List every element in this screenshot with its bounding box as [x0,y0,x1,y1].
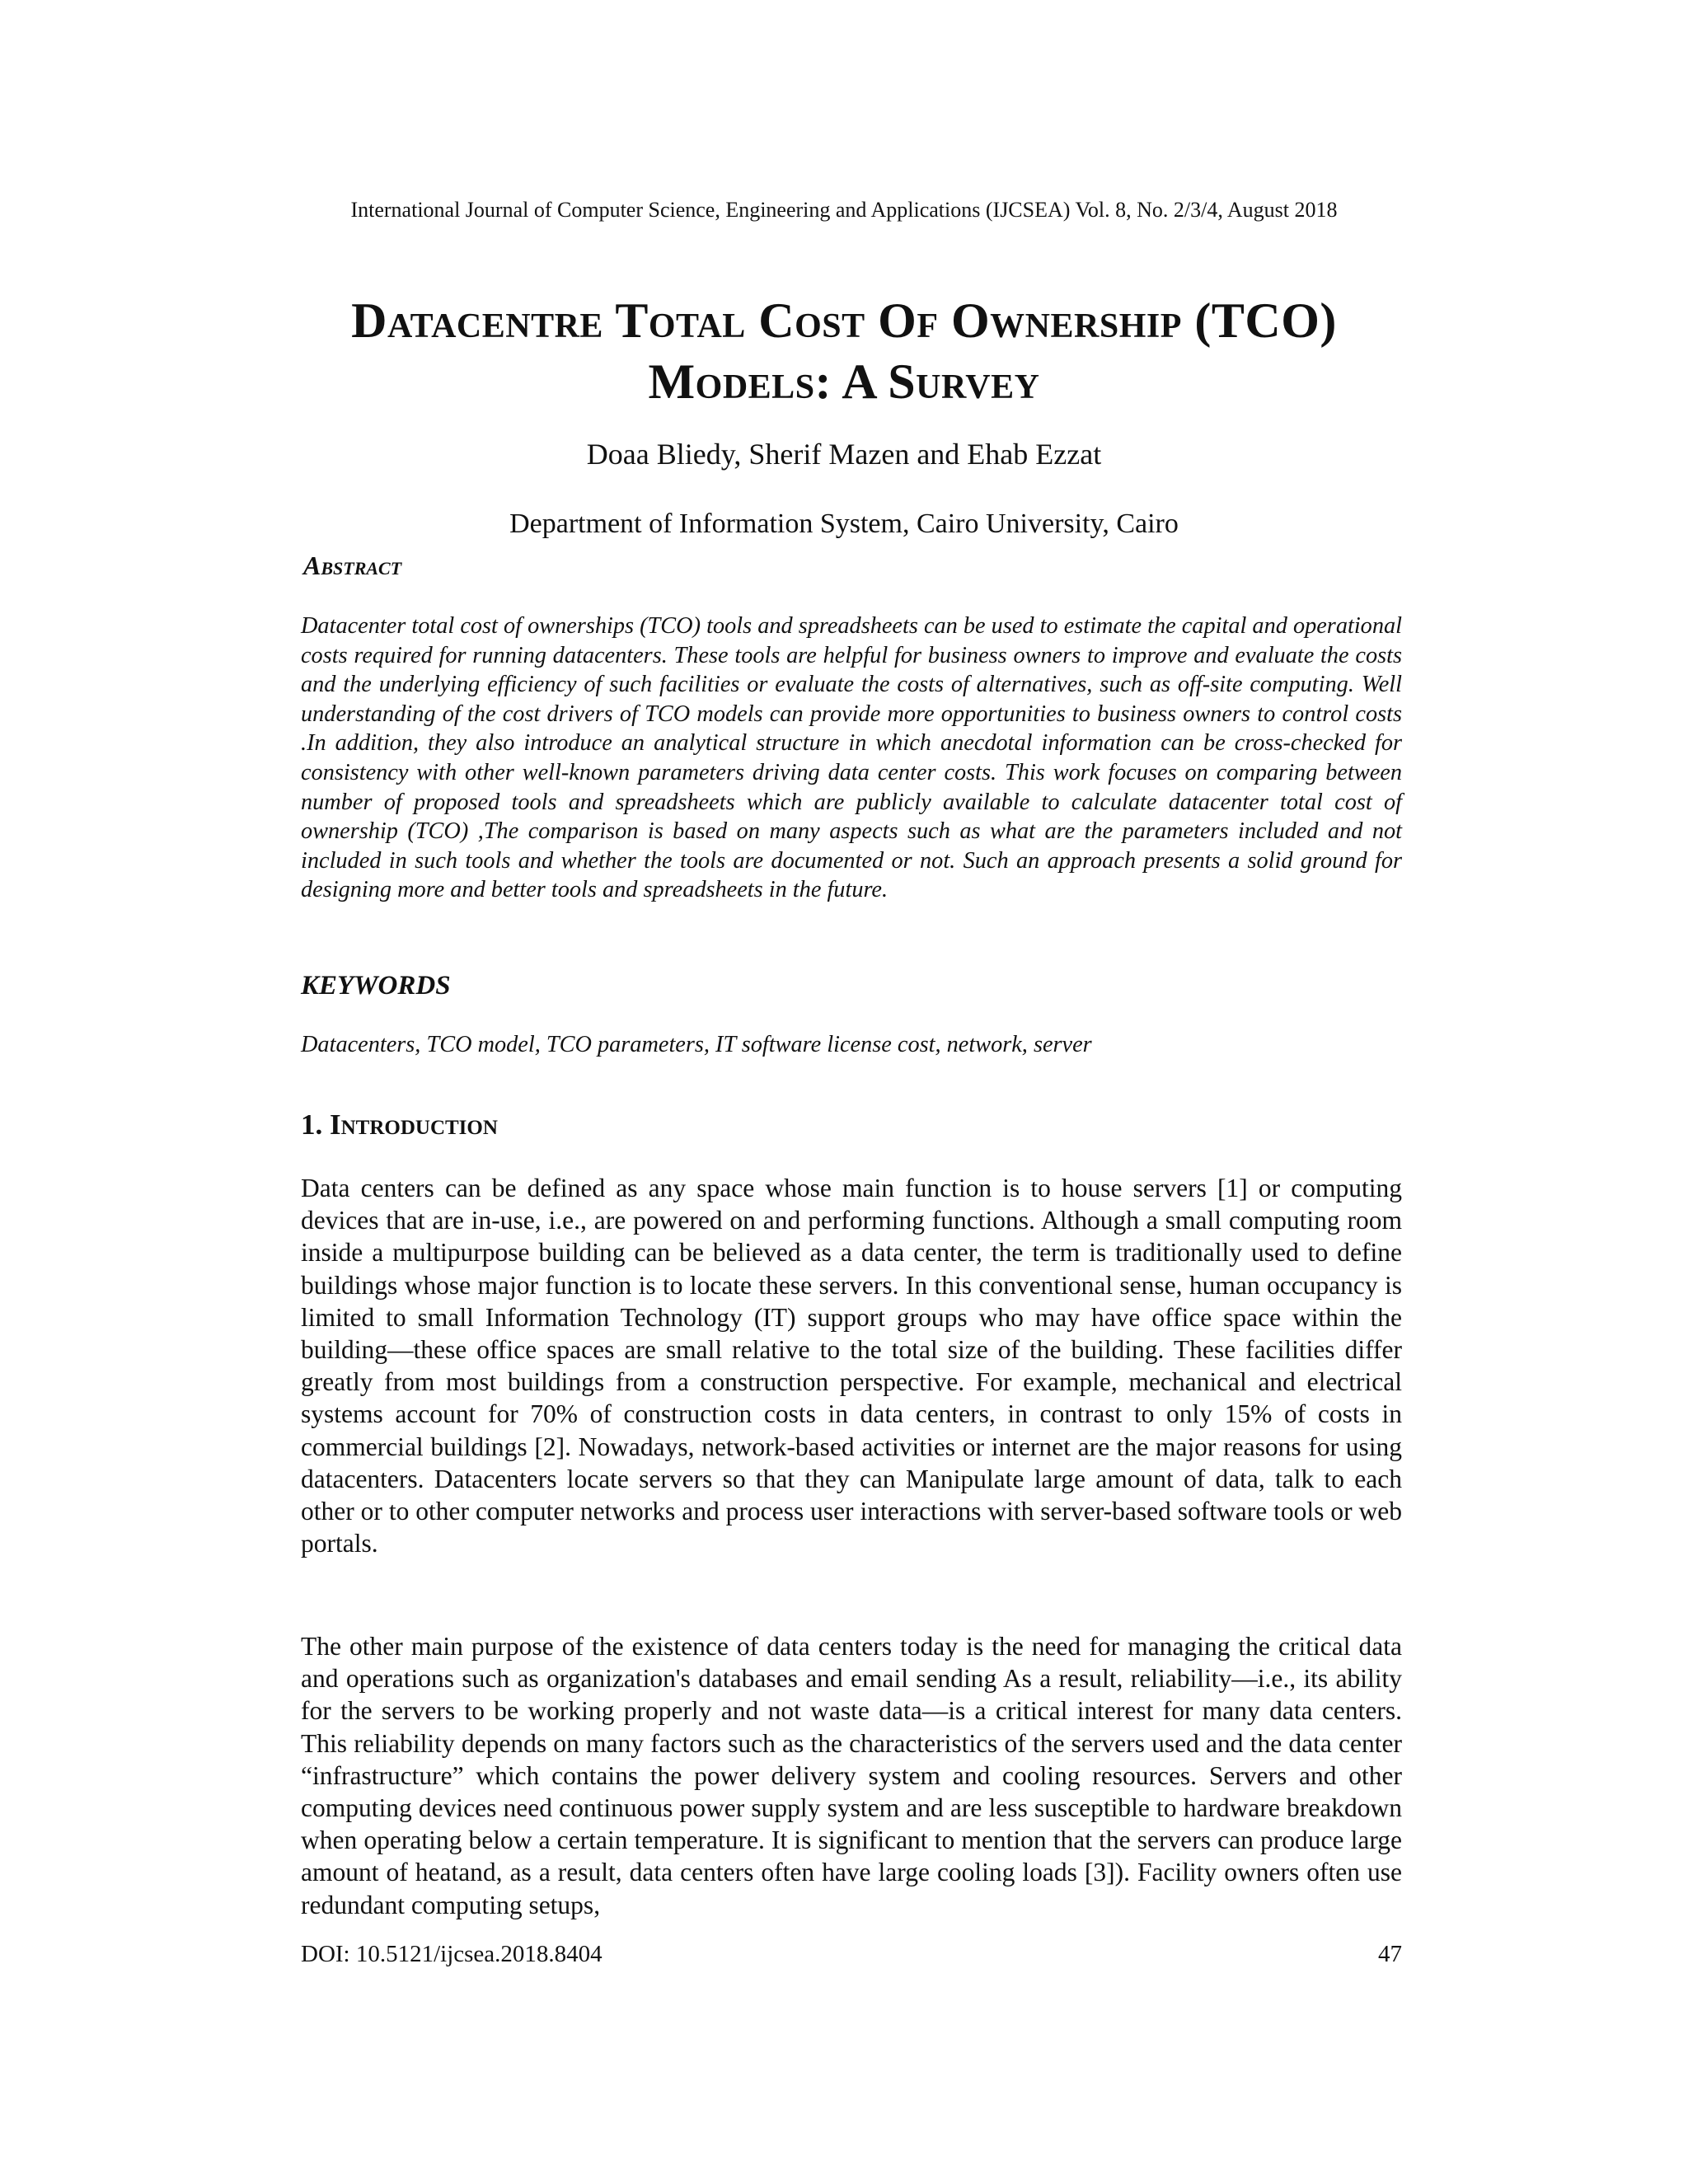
doi-footer: DOI: 10.5121/ijcsea.2018.8404 [301,1941,603,1967]
keywords-text: Datacenters, TCO model, TCO parameters, IT software license cost, network, server [301,1032,1092,1057]
page-number: 47 [1378,1941,1402,1967]
title-line-2: Models: A Survey [648,354,1040,409]
abstract-heading: Abstract [303,551,402,580]
abstract-text: Datacenter total cost of ownerships (TCO) tools and spreadsheets can be used to estimate the capital and operational costs required for running datacenters. These tools are helpful for business owners to improve and evaluate the costs and the underlying efficiency of such facilities or evaluate the costs of alternatives, such as off-site computing. Well understanding of the cost drivers of TCO models can provide more opportunities to business owners to control costs .In addition, they also introduce an analytical structure in which anecdotal information can be cross-checked for consistency with other well-known parameters driving data center costs. This work focuses on comparing between number of proposed tools and spreadsheets which are publicly available to calculate datacenter total cost of ownership (TCO) ,The comparison is based on many aspects such as what are the parameters included and not included in such tools and whether the tools are documented or not. Such an approach presents a solid ground for designing more and better tools and spreadsheets in the future. [301,613,1402,903]
introduction-heading: 1. Introduction [301,1108,498,1141]
journal-header: International Journal of Computer Science, Engineering and Applications (IJCSEA) Vol. 8, No. 2/3/4, August 2018 [350,198,1338,222]
introduction-paragraph-1: Data centers can be defined as any space whose main function is to house servers [1] or computing devices that are in-use, i.e., are powered on and performing functions. Although a small computing room inside a multipurpose building can be believed as a data center, the term is traditionally used to define buildings whose major function is to locate these servers. In this conventional sense, human occupancy is limited to small Information Technology (IT) support groups who may have office space within the building—these office spaces are small relative to the total size of the building. These facilities differ greatly from most buildings from a construction perspective. For example, mechanical and electrical systems account for 70% of construction costs in data centers, in contrast to only 15% of costs in commercial buildings [2]. Nowadays, network-based activities or internet are the major reasons for using datacenters. Datacenters locate servers so that they can Manipulate large amount of data, talk to each other or to other computer networks and process user interactions with server-based software tools or web portals. [301,1174,1402,1558]
affiliation: Department of Information System, Cairo University, Cairo [509,509,1179,539]
keywords-heading: KEYWORDS [301,971,451,1001]
authors: Doaa Bliedy, Sherif Mazen and Ehab Ezzat [586,438,1102,471]
title-line-1: Datacentre Total Cost Of Ownership (TCO) [351,293,1337,348]
introduction-paragraph-2: The other main purpose of the existence of data centers today is the need for managing the critical data and operations such as organization's databases and email sending As a result, reliability—i.e., its ability for the servers to be working properly and not waste data—is a critical interest for many data centers. This reliability depends on many factors such as the characteristics of the servers used and the data center “infrastructure” which contains the power delivery system and cooling resources. Servers and other computing devices need continuous power supply system and are less susceptible to hardware breakdown when operating below a certain temperature. It is significant to mention that the servers can produce large amount of heatand, as a result, data centers often have large cooling loads [3]). Facility owners often use redundant computing setups, [301,1632,1402,1919]
paper-title [165,290,1523,412]
